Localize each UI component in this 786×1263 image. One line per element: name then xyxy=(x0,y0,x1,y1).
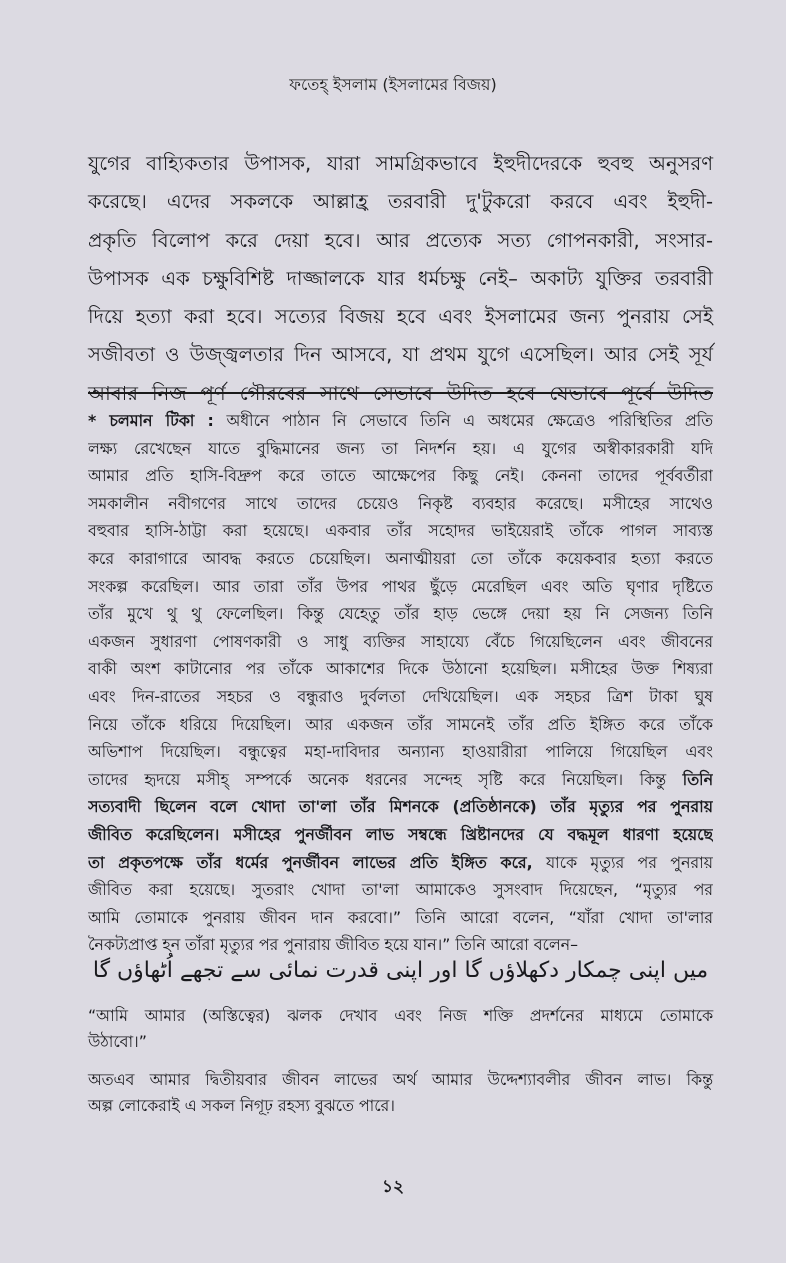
footnote-line: নৈকট্যপ্রাপ্ত হন তাঁরা মৃত্যুর পর পুনারায় জীবিত হয়ে যান।” তিনি আরো বলেন– xyxy=(88,935,579,955)
urdu-quote: میں اپنی چمکار دکھلاؤں گا اور اپنی قدرت نمائی سے تجھے اُٹھاؤں گا xyxy=(92,958,709,983)
translation-line: “আমি আমার (অস্তিত্বের) ঝলক দেখাব এবং নিজ শক্তি প্রদর্শনের মাধ্যমে তোমাকে xyxy=(88,1006,713,1025)
footnote-line: নিয়ে তাঁকে ধরিয়ে দিয়েছিল। আর একজন তাঁর সামনেই তাঁর প্রতি ইঙ্গিত করে তাঁকে xyxy=(88,714,713,734)
text-line: উপাসক এক চক্ষুবিশিষ্ট দাজ্জালকে যার ধর্মচক্ষু নেই– অকাট্য যুক্তির তরবারী xyxy=(88,266,713,290)
closing-line: অতএব আমার দ্বিতীয়বার জীবন লাভের অর্থ আমার উদ্দেশ্যাবলীর জীবন লাভ। কিন্তু xyxy=(88,1070,713,1089)
footnote-line: আমার প্রতি হাসি-বিদ্রুপ করে তাতে আক্ষেপের কিছু নেই। কেননা তাদের পূর্ববর্তীরা xyxy=(88,466,713,486)
footnote-text: অধীনে পাঠান নি সেভাবে তিনি এ অধমের ক্ষেত্রেও পরিস্থিতির প্রতি xyxy=(213,411,713,430)
footnote-line xyxy=(88,849,713,877)
page-number: ১২ xyxy=(381,1177,405,1197)
footnote-bold-line: সত্যবাদী ছিলেন বলে খোদা তা'লা তাঁর মিশনকে (প্রতিষ্ঠানকে) তাঁর মৃত্যুর পর পুনরায় xyxy=(88,797,713,817)
footnote-line: তাঁর মুখে থু থু ফেলেছিল। কিন্তু যেহেতু তাঁর হাড় ভেঙ্গে দেয়া হয় নি সেজন্য তিনি xyxy=(88,604,713,624)
running-title: ফতেহ্ ইসলাম (ইসলামের বিজয়) xyxy=(289,75,497,94)
footnote-line: সংকল্প করেছিল। আর তারা তাঁর উপর পাথর ছুঁড়ে মেরেছিল এবং অতি ঘৃণার দৃষ্টিতে xyxy=(88,576,713,596)
footnote xyxy=(88,407,713,959)
footnote-line: একজন সুধারণা পোষণকারী ও সাধু ব্যক্তির সাহায্যে বেঁচে গিয়েছিলেন এবং জীবনের xyxy=(88,631,713,651)
footnote-bold-text: তা প্রকৃতপক্ষে তাঁর ধর্মের পুনর্জীবন লাভের প্রতি ইঙ্গিত করে, xyxy=(88,852,533,872)
footnote-line: জীবিত করা হয়েছে। সুতরাং খোদা তা'লা আমাকেও সুসংবাদ দিয়েছেন, “মৃত্যুর পর xyxy=(88,880,713,900)
closing-line: অল্প লোকেরাই এ সকল নিগূঢ় রহস্য বুঝতে পারে। xyxy=(88,1096,395,1115)
footnote-line: লক্ষ্য রেখেছেন যাতে বুদ্ধিমানের জন্য তা নিদর্শন হয়। এ যুগের অস্বীকারকারী যদি xyxy=(88,438,713,458)
footnote-line: বাকী অংশ কাটানোর পর তাঁকে আকাশের দিকে উঠানো হয়েছিল। মসীহের উক্ত শিষ্যরা xyxy=(88,659,713,679)
text-line: যুগের বাহ্যিকতার উপাসক, যারা সামগ্রিকভাবে ইহুদীদেরকে হুবহু অনুসরণ xyxy=(88,152,713,175)
footnote-line xyxy=(88,407,713,435)
text-line: দিয়ে হত্যা করা হবে। সত্যের বিজয় হবে এবং ইসলামের জন্য পুনরায় সেই xyxy=(88,305,713,329)
main-paragraph xyxy=(88,145,713,413)
text-line: সজীবতা ও উজ্জ্বলতার দিন আসবে, যা প্রথম যুগে এসেছিল। আর সেই সূর্য xyxy=(88,343,713,367)
footnote-divider xyxy=(88,392,713,394)
footnote-line: এবং দিন-রাতের সহচর ও বন্ধুরাও দুর্বলতা দেখিয়েছিল। এক সহচর ত্রিশ টাকা ঘুষ xyxy=(88,686,713,706)
translation-line: উঠাবো।” xyxy=(88,1032,147,1051)
footnote-bold-text: তিনি xyxy=(682,769,713,789)
quote-translation xyxy=(88,1003,713,1055)
footnote-line: অভিশাপ দিয়েছিল। বন্ধুত্বের মহা-দাবিদার অন্যান্য হাওয়ারীরা পালিয়ে গিয়েছিল এবং xyxy=(88,742,713,762)
footnote-line xyxy=(88,766,713,794)
footnote-line: করে কারাগারে আবদ্ধ করতে চেয়েছিল। অনাত্মীয়রা তো তাঁকে কয়েকবার হত্যা করতে xyxy=(88,548,713,568)
footnote-line: বহুবার হাসি-ঠাট্টা করা হয়েছে। একবার তাঁর সহোদর ভাইয়েরাই তাঁকে পাগল সাব্যস্ত xyxy=(88,521,713,541)
text-line: করেছে। এদের সকলকে আল্লাহ্র তরবারী দু'টুকরো করবে এবং ইহুদী- xyxy=(88,190,713,214)
text-line: প্রকৃতি বিলোপ করে দেয়া হবে। আর প্রত্যেক সত্য গোপনকারী, সংসার- xyxy=(88,228,713,252)
footnote-text: যাকে মৃত্যুর পর পুনরায় xyxy=(532,852,713,872)
footnote-line: আমি তোমাকে পুনরায় জীবন দান করবো।” তিনি আরো বলেন, “যাঁরা খোদা তা'লার xyxy=(88,907,713,927)
text-line: আবার নিজ পূর্ণ গৌরবের সাথে সেভাবে উদিত হবে যেভাবে পূর্বে উদিত xyxy=(88,381,713,405)
footnote-line: সমকালীন নবীগণের সাথে তাদের চেয়েও নিকৃষ্ট ব্যবহার করেছে। মসীহের সাথেও xyxy=(88,493,713,513)
footnote-label: * চলমান টিকা : xyxy=(88,411,214,430)
closing-paragraph xyxy=(88,1067,713,1119)
footnote-bold-line: জীবিত করেছিলেন। মসীহের পুনর্জীবন লাভ সম্বন্ধে খ্রিষ্টানদের যে বদ্ধমূল ধারণা হয়েছে xyxy=(88,824,713,844)
footnote-text: তাদের হৃদয়ে মসীহ্ সম্পর্কে অনেক ধরনের সন্দেহ সৃষ্টি করে নিয়েছিল। কিন্তু xyxy=(88,769,683,789)
